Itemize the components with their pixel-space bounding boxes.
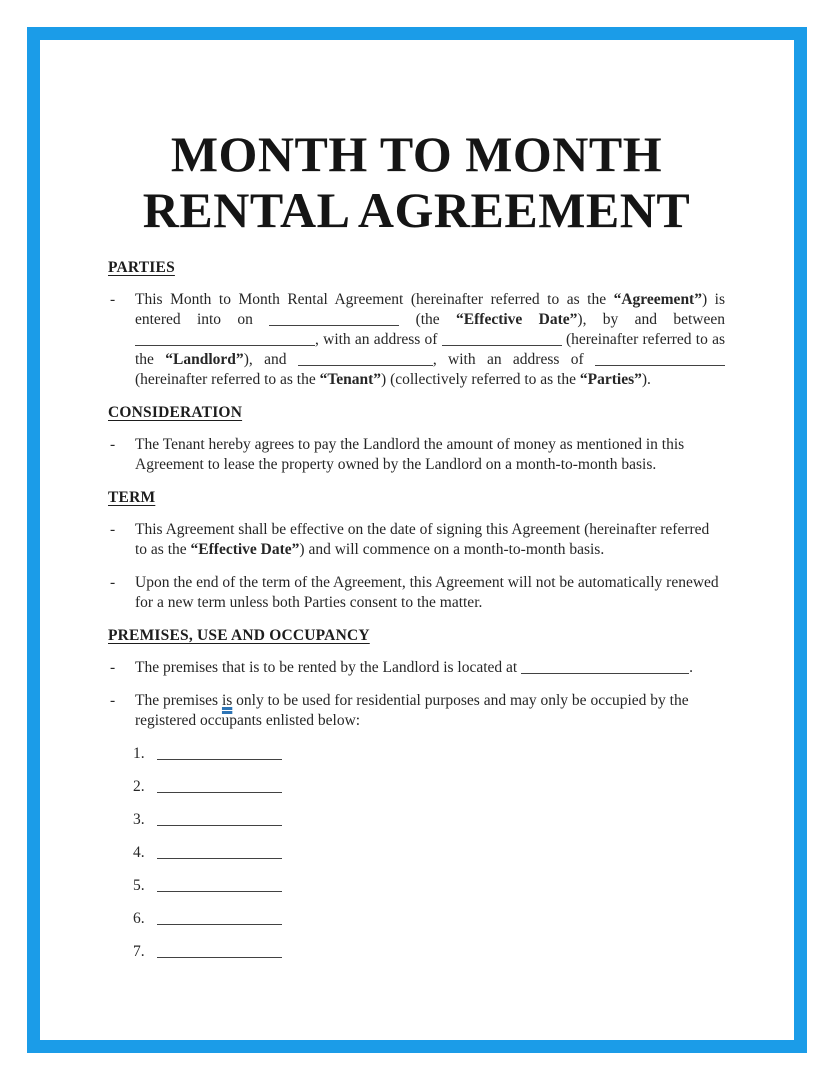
occupant-list-item bbox=[133, 876, 725, 896]
text-run: ) (collectively referred to as the bbox=[381, 371, 580, 388]
text-run: , with an address of bbox=[432, 351, 596, 368]
fill-in-blank[interactable] bbox=[521, 661, 689, 674]
list-number: 3. bbox=[133, 811, 145, 828]
document-title bbox=[108, 126, 725, 238]
text-run: “Landlord” bbox=[165, 351, 244, 368]
text-run: “Agreement” bbox=[613, 291, 702, 308]
occupant-list-item bbox=[133, 843, 725, 863]
occupant-fill-in-blank[interactable] bbox=[157, 813, 282, 826]
section-heading-premises: PREMISES, USE AND OCCUPANCY bbox=[108, 627, 370, 644]
bullet-paragraph bbox=[108, 573, 725, 613]
text-run: The premises that is to be rented by the Landlord is located at bbox=[135, 659, 522, 676]
occupant-list-item bbox=[133, 909, 725, 929]
bullet-paragraph bbox=[108, 520, 725, 560]
text-run: only to be used for residential purposes and may only be occupied by the registered occupants enlisted below: bbox=[135, 692, 689, 729]
text-run: (hereinafter referred to as the bbox=[135, 331, 725, 368]
occupant-fill-in-blank[interactable] bbox=[157, 879, 282, 892]
occupant-fill-in-blank[interactable] bbox=[157, 747, 282, 760]
bullet-paragraph bbox=[108, 290, 725, 390]
list-number: 1. bbox=[133, 745, 145, 762]
section-heading-term: TERM bbox=[108, 489, 156, 506]
section-parties bbox=[108, 258, 725, 390]
text-run: “Tenant” bbox=[319, 371, 382, 388]
document-sections bbox=[108, 258, 725, 962]
text-run: , with an address of bbox=[315, 331, 442, 348]
bullet-dash: - bbox=[110, 521, 116, 538]
bullet-paragraph bbox=[108, 435, 725, 475]
text-run: ) and will commence on a month-to-month basis. bbox=[299, 541, 605, 558]
text-run: Upon the end of the term of the Agreement, this Agreement will not be automatically renewed for a new term unless both Parties consent to the matter. bbox=[135, 574, 719, 611]
text-run: ), by and between bbox=[577, 311, 725, 328]
list-number: 5. bbox=[133, 877, 145, 894]
fill-in-blank[interactable] bbox=[595, 353, 725, 366]
section-heading-consideration: CONSIDERATION bbox=[108, 404, 243, 421]
text-run: (hereinafter referred to as the bbox=[135, 371, 320, 388]
text-run: ), and bbox=[243, 351, 298, 368]
text-run: ) is entered into on bbox=[135, 291, 725, 328]
page-blue-border-frame bbox=[27, 27, 807, 1053]
text-run: The Tenant hereby agrees to pay the Landlord the amount of money as mentioned in this Agreement to lease the property owned by the Landlord on a month-to-month basis. bbox=[135, 436, 685, 473]
section-heading-parties: PARTIES bbox=[108, 259, 175, 276]
occupant-list-item bbox=[133, 777, 725, 797]
bullet-dash: - bbox=[110, 659, 116, 676]
bullet-dash: - bbox=[110, 291, 116, 308]
list-number: 6. bbox=[133, 910, 145, 927]
list-number: 4. bbox=[133, 844, 145, 861]
text-run: ). bbox=[641, 371, 651, 388]
bullet-dash: - bbox=[110, 574, 116, 591]
section-consideration bbox=[108, 403, 725, 475]
fill-in-blank[interactable] bbox=[135, 333, 315, 346]
bullet-paragraph bbox=[108, 658, 725, 678]
occupant-list-item bbox=[133, 744, 725, 764]
fill-in-blank[interactable] bbox=[269, 313, 399, 326]
occupant-fill-in-blank[interactable] bbox=[157, 945, 282, 958]
document-title-line1: MONTH TO MONTH bbox=[170, 126, 663, 182]
text-run: is bbox=[221, 692, 233, 709]
occupant-fill-in-blank[interactable] bbox=[157, 780, 282, 793]
section-premises bbox=[108, 626, 725, 962]
occupant-fill-in-blank[interactable] bbox=[157, 912, 282, 925]
text-run: This Agreement shall be effective on the date of signing this Agreement (hereinafter referred to as the bbox=[135, 521, 710, 558]
occupant-list-item bbox=[133, 942, 725, 962]
document-title-line2: RENTAL AGREEMENT bbox=[142, 182, 691, 238]
bullet-dash: - bbox=[110, 692, 116, 709]
occupant-list-item bbox=[133, 810, 725, 830]
bullet-dash: - bbox=[110, 436, 116, 453]
text-run: “Effective Date” bbox=[190, 541, 300, 558]
text-run: . bbox=[689, 659, 693, 676]
text-run: (the bbox=[399, 311, 457, 328]
text-run: “Effective Date” bbox=[456, 311, 578, 328]
list-number: 2. bbox=[133, 778, 145, 795]
list-number: 7. bbox=[133, 943, 145, 960]
text-run: “Parties” bbox=[579, 371, 642, 388]
section-term bbox=[108, 488, 725, 613]
occupant-list bbox=[133, 744, 725, 962]
fill-in-blank[interactable] bbox=[298, 353, 433, 366]
text-run: The premises bbox=[135, 692, 222, 709]
occupant-fill-in-blank[interactable] bbox=[157, 846, 282, 859]
text-run: This Month to Month Rental Agreement (hereinafter referred to as the bbox=[135, 291, 614, 308]
fill-in-blank[interactable] bbox=[442, 333, 562, 346]
bullet-paragraph bbox=[108, 691, 725, 731]
